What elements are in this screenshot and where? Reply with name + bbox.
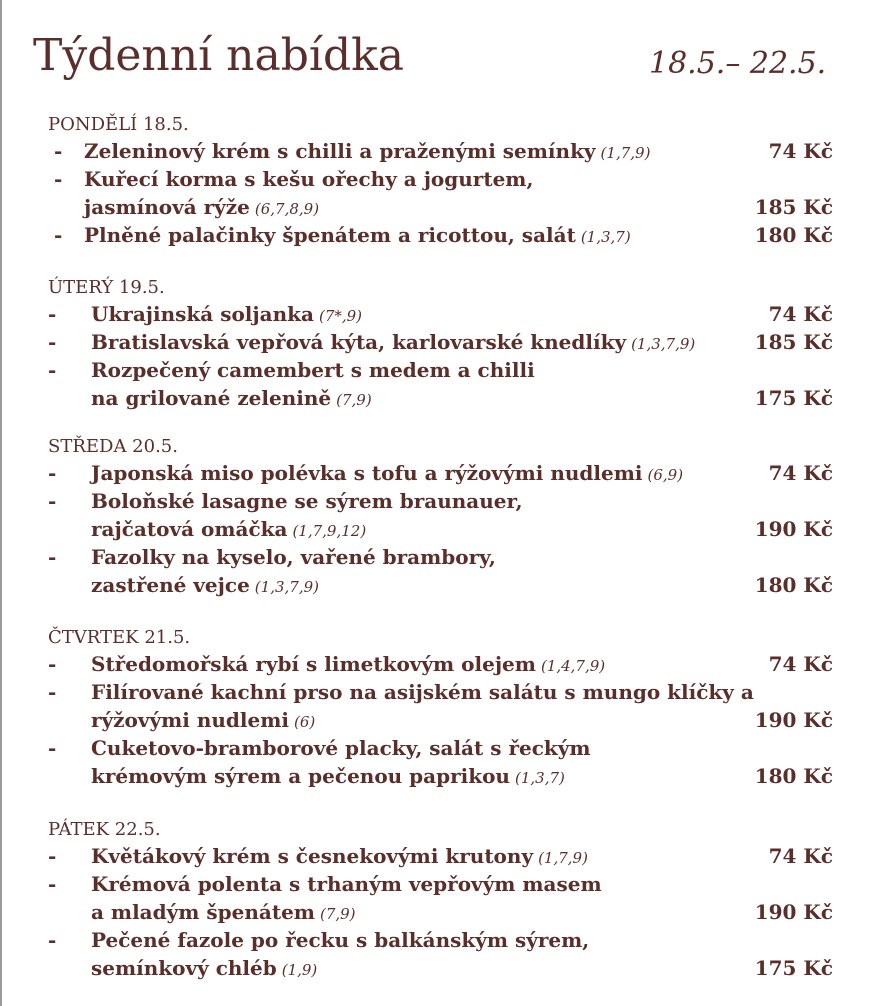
- dish-name: [91, 356, 535, 384]
- price: 185 Kč: [754, 330, 833, 354]
- bullet-dash: -: [54, 167, 63, 191]
- dish-name-text: Plněné palačinky špenátem a ricottou, salát: [84, 223, 576, 247]
- menu-item: [48, 734, 838, 790]
- day-section: [48, 435, 838, 599]
- allergens: (1,4,7,9): [540, 657, 606, 675]
- allergens: (7,9): [336, 391, 372, 409]
- dish-name-text: Fazolky na kyselo, vařené brambory,: [91, 545, 496, 569]
- dish-name-text: Cuketovo-bramborové placky, salát s řeckým: [91, 736, 591, 760]
- menu-item-line: [48, 678, 838, 706]
- dish-name: [91, 487, 523, 515]
- dish-name-text: Krémová polenta s trhaným vepřovým masem: [91, 872, 602, 896]
- menu-item-line: [48, 898, 838, 926]
- dish-name: [91, 650, 605, 680]
- bullet-dash: -: [48, 330, 57, 354]
- dish-name-text: Pečené fazole po řecku s balkánským sýrem,: [91, 928, 590, 952]
- day-section: [48, 818, 838, 982]
- bullet-dash: -: [48, 844, 57, 868]
- price: 175 Kč: [754, 956, 833, 980]
- price: 74 Kč: [768, 652, 833, 676]
- price: 190 Kč: [754, 708, 833, 732]
- bullet-dash: -: [48, 680, 57, 704]
- allergens: (1,7,9): [600, 144, 651, 162]
- dish-name-text: semínkový chléb: [91, 956, 277, 980]
- bullet-dash: -: [54, 223, 63, 247]
- dish-name: [91, 734, 591, 762]
- price: 180 Kč: [754, 764, 833, 788]
- menu-item-line: [48, 300, 838, 328]
- dish-name-text: rýžovými nudlemi: [91, 708, 289, 732]
- dish-name: [91, 870, 602, 898]
- bullet-dash: -: [48, 302, 57, 326]
- day-title: PÁTEK 22.5.: [48, 819, 161, 840]
- dish-name: [84, 221, 631, 251]
- dish-name-text: a mladým špenátem: [91, 900, 315, 924]
- allergens: (1,3,7): [580, 228, 631, 246]
- menu-item: [48, 926, 838, 982]
- price: 74 Kč: [768, 139, 833, 163]
- bullet-dash: -: [48, 461, 57, 485]
- allergens: (1,3,7,9): [631, 335, 696, 353]
- day-title: ČTVRTEK 21.5.: [48, 627, 191, 648]
- menu-item: [48, 870, 838, 926]
- price: 74 Kč: [768, 461, 833, 485]
- dish-name-text: rajčatová omáčka: [91, 517, 288, 541]
- allergens: (1,3,7): [514, 769, 565, 787]
- dish-name-text: Kuřecí korma s kešu ořechy a jogurtem,: [84, 167, 534, 191]
- price: 185 Kč: [754, 195, 833, 219]
- dish-name-text: Japonská miso polévka s tofu a rýžovými nudlemi: [91, 461, 643, 485]
- page-title: Týdenní nabídka: [33, 30, 405, 81]
- bullet-dash: -: [48, 652, 57, 676]
- price: 175 Kč: [754, 386, 833, 410]
- dish-name: [91, 515, 366, 545]
- dish-name: [91, 459, 683, 489]
- dish-name: [84, 137, 650, 167]
- dish-name-text: Rozpečený camembert s medem a chilli: [91, 358, 535, 382]
- dish-name-text: na grilované zelenině: [91, 386, 332, 410]
- bullet-dash: -: [54, 139, 63, 163]
- menu-item-line: [48, 487, 838, 515]
- menu-item-line: [48, 356, 838, 384]
- dish-name: [84, 193, 319, 223]
- menu-item-line: [48, 165, 838, 193]
- day-title: PONDĚLÍ 18.5.: [48, 114, 189, 135]
- price: 74 Kč: [768, 302, 833, 326]
- bullet-dash: -: [48, 358, 57, 382]
- dish-name: [91, 954, 317, 984]
- price: 180 Kč: [754, 223, 833, 247]
- menu-item: [48, 137, 838, 165]
- dish-name-text: Zeleninový krém s chilli a praženými semínky: [84, 139, 596, 163]
- day-section: [48, 626, 838, 790]
- date-range: 18.5.– 22.5.: [649, 46, 827, 81]
- day-section: [48, 113, 838, 249]
- dish-name: [91, 762, 565, 792]
- dish-name-text: Středomořská rybí s limetkovým olejem: [91, 652, 536, 676]
- menu-item-line: [48, 137, 838, 165]
- day-title: ÚTERÝ 19.5.: [48, 277, 165, 298]
- price: 74 Kč: [768, 844, 833, 868]
- menu-item: [48, 650, 838, 678]
- dish-name: [91, 328, 695, 358]
- menu-item-line: [48, 459, 838, 487]
- dish-name-text: Boloňské lasagne se sýrem braunauer,: [91, 489, 523, 513]
- menu-item: [48, 459, 838, 487]
- dish-name: [91, 926, 589, 954]
- dish-name: [91, 898, 356, 928]
- bullet-dash: -: [48, 489, 57, 513]
- menu-item: [48, 487, 838, 543]
- menu-item: [48, 678, 838, 734]
- dish-name: [91, 300, 362, 330]
- menu-item-line: [48, 571, 838, 599]
- menu-item-line: [48, 870, 838, 898]
- dish-name-text: jasmínová rýže: [84, 195, 250, 219]
- allergens: (7*,9): [318, 307, 363, 325]
- menu-item-line: [48, 328, 838, 356]
- menu-item: [48, 842, 838, 870]
- dish-name: [91, 706, 315, 736]
- dish-name: [91, 571, 319, 601]
- dish-name-text: Květákový krém s česnekovými krutony: [91, 844, 534, 868]
- allergens: (6): [293, 713, 316, 731]
- dish-name: [91, 842, 588, 872]
- allergens: (6,7,8,9): [254, 200, 320, 218]
- menu-item-line: [48, 762, 838, 790]
- bullet-dash: -: [48, 928, 57, 952]
- menu-header: [33, 30, 833, 90]
- menu-item-line: [48, 515, 838, 543]
- dish-name: [84, 165, 533, 193]
- dish-name-text: krémovým sýrem a pečenou paprikou: [91, 764, 510, 788]
- menu-item-line: [48, 734, 838, 762]
- day-section: [48, 276, 838, 412]
- bullet-dash: -: [48, 545, 57, 569]
- dish-name: [91, 678, 754, 706]
- allergens: (1,7,9): [538, 849, 588, 867]
- menu-item: [48, 543, 838, 599]
- dish-name-text: Filírované kachní prso na asijském salátu s mungo klíčky a: [91, 680, 754, 704]
- allergens: (1,3,7,9): [254, 578, 319, 596]
- menu-item-line: [48, 926, 838, 954]
- price: 190 Kč: [754, 517, 833, 541]
- dish-name: [91, 384, 372, 414]
- menu-item: [48, 300, 838, 328]
- menu-item: [48, 328, 838, 356]
- menu-item-line: [48, 384, 838, 412]
- allergens: (6,9): [647, 466, 684, 484]
- allergens: (7,9): [319, 905, 356, 923]
- dish-name-text: zastřené vejce: [91, 573, 250, 597]
- menu-item-line: [48, 842, 838, 870]
- price: 180 Kč: [754, 573, 833, 597]
- bullet-dash: -: [48, 872, 57, 896]
- menu-item: [48, 221, 838, 249]
- allergens: (1,7,9,12): [292, 522, 367, 540]
- menu-item: [48, 356, 838, 412]
- bullet-dash: -: [48, 736, 57, 760]
- dish-name: [91, 543, 496, 571]
- menu-item-line: [48, 650, 838, 678]
- menu-item-line: [48, 954, 838, 982]
- left-border: [0, 0, 2, 1006]
- price: 190 Kč: [754, 900, 833, 924]
- dish-name-text: Ukrajinská soljanka: [91, 302, 314, 326]
- menu-item-line: [48, 221, 838, 249]
- dish-name-text: Bratislavská vepřová kýta, karlovarské knedlíky: [91, 330, 627, 354]
- menu-item: [48, 165, 838, 221]
- day-title: STŘEDA 20.5.: [48, 436, 178, 457]
- menu-item-line: [48, 193, 838, 221]
- menu-item-line: [48, 706, 838, 734]
- allergens: (1,9): [281, 961, 318, 979]
- menu-item-line: [48, 543, 838, 571]
